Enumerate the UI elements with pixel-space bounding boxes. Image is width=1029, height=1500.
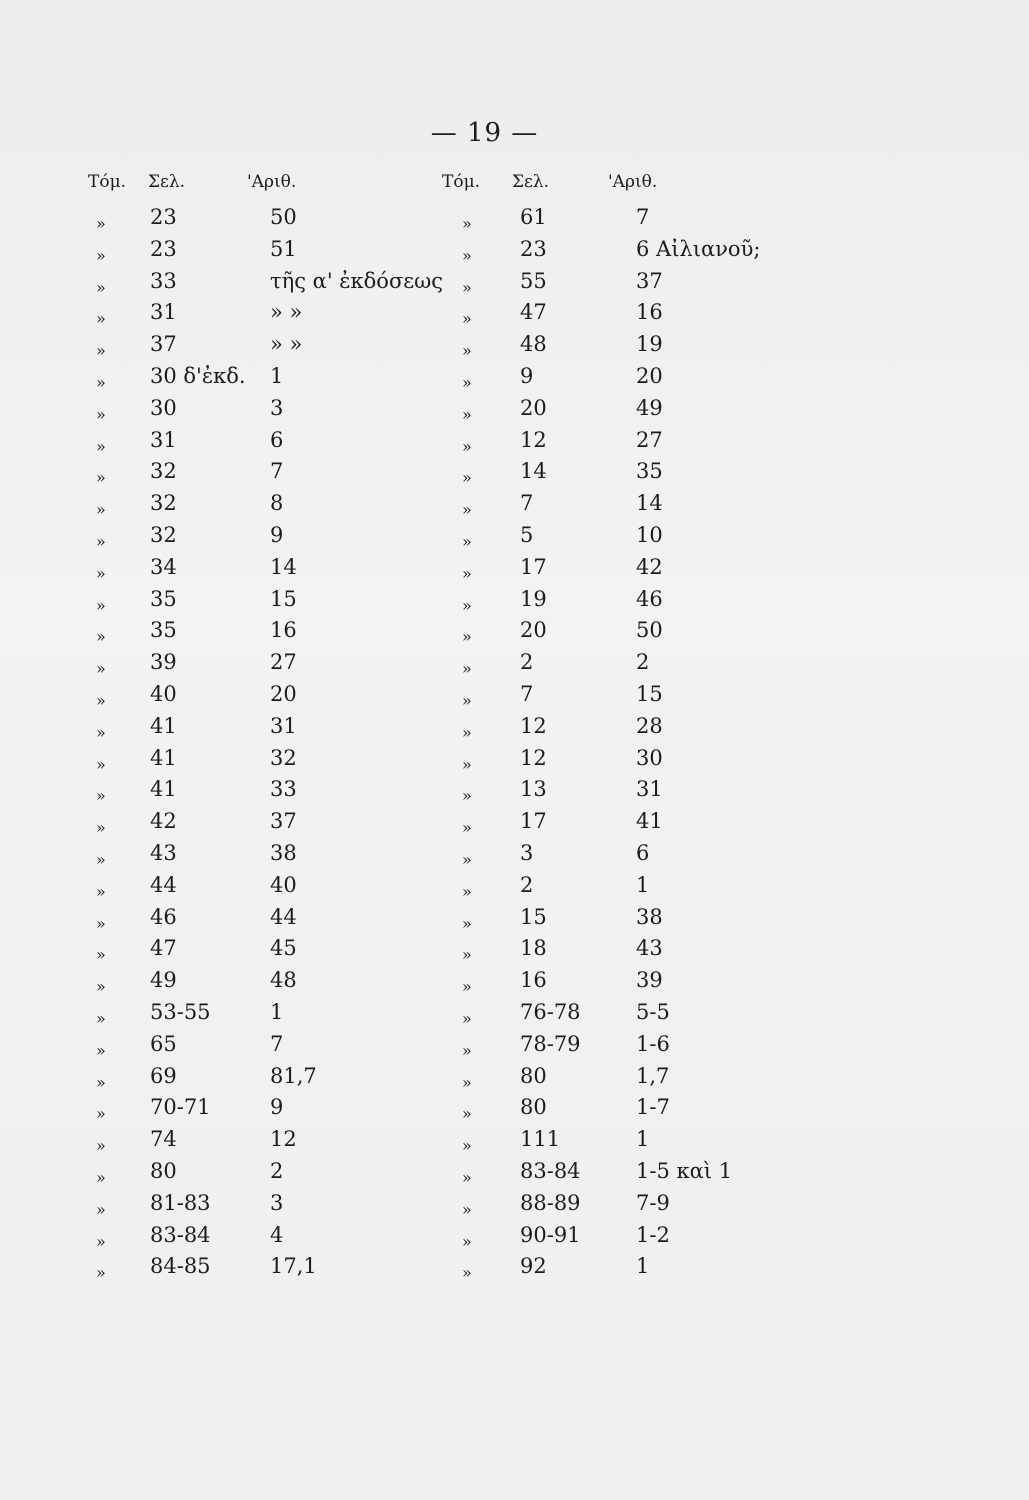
table-row — [0, 297, 480, 329]
number-cell: 48 — [270, 968, 297, 993]
table-row — [0, 456, 480, 488]
number-cell: 16 — [270, 618, 297, 643]
page-cell: 30 — [150, 395, 177, 420]
ditto-mark: » — [96, 913, 106, 933]
page-cell: 80 — [520, 1095, 547, 1120]
page-cell: 44 — [150, 872, 177, 897]
number-cell: 15 — [270, 586, 297, 611]
number-cell: » » — [270, 332, 303, 357]
number-cell: 1 — [636, 872, 650, 897]
table-row — [0, 1124, 480, 1156]
number-cell: 81,7 — [270, 1063, 317, 1088]
ditto-mark: » — [462, 881, 472, 901]
page-cell: 7 — [520, 681, 534, 706]
ditto-mark: » — [462, 659, 472, 679]
page-cell: 20 — [520, 618, 547, 643]
page-cell: 55 — [520, 268, 547, 293]
page-cell: 19 — [520, 586, 547, 611]
page-cell: 81-83 — [150, 1190, 211, 1215]
ditto-mark: » — [96, 881, 106, 901]
table-row — [440, 202, 1020, 234]
left-header-arith: 'Αριθ. — [247, 172, 297, 192]
page-cell: 41 — [150, 745, 177, 770]
table-row — [440, 425, 1020, 457]
table-row — [440, 552, 1020, 584]
page-cell: 15 — [520, 904, 547, 929]
ditto-mark: » — [96, 436, 106, 456]
table-row — [0, 393, 480, 425]
number-cell: 20 — [636, 363, 663, 388]
page-cell: 78-79 — [520, 1031, 581, 1056]
page-cell: 31 — [150, 300, 177, 325]
table-row — [440, 584, 1020, 616]
table-row — [0, 584, 480, 616]
ditto-mark: » — [462, 436, 472, 456]
page-cell: 23 — [150, 205, 177, 229]
page-cell: 90-91 — [520, 1222, 581, 1247]
ditto-mark: » — [96, 754, 106, 774]
page-cell: 43 — [150, 840, 177, 865]
page-cell: 32 — [150, 459, 177, 484]
number-cell: 7 — [270, 459, 284, 484]
right-header-arith: 'Αριθ. — [608, 172, 658, 192]
page-cell: 32 — [150, 491, 177, 516]
ditto-mark: » — [462, 277, 472, 297]
ditto-mark: » — [96, 1199, 106, 1219]
number-cell: 31 — [270, 713, 297, 738]
ditto-mark: » — [462, 404, 472, 424]
page-cell: 18 — [520, 936, 547, 961]
ditto-mark: » — [96, 341, 106, 361]
table-row — [0, 997, 480, 1029]
page-cell: 31 — [150, 427, 177, 452]
table-row — [440, 1156, 1020, 1188]
number-cell: 38 — [636, 904, 663, 929]
ditto-mark: » — [96, 659, 106, 679]
page-cell: 69 — [150, 1063, 177, 1088]
number-cell: 4 — [270, 1222, 284, 1247]
table-row — [0, 774, 480, 806]
ditto-mark: » — [462, 818, 472, 838]
page-cell: 76-78 — [520, 999, 581, 1024]
table-row — [0, 329, 480, 361]
table-row — [0, 234, 480, 266]
ditto-mark: » — [96, 1040, 106, 1060]
number-cell: 19 — [636, 332, 663, 357]
page-cell: 17 — [520, 809, 547, 834]
table-row — [0, 965, 480, 997]
ditto-mark: » — [96, 945, 106, 965]
table-row — [440, 965, 1020, 997]
page-number: — 19 — — [430, 118, 539, 148]
page-cell: 47 — [150, 936, 177, 961]
table-row — [440, 870, 1020, 902]
ditto-mark: » — [462, 945, 472, 965]
page-cell: 74 — [150, 1127, 177, 1152]
ditto-mark: » — [96, 1104, 106, 1124]
table-row — [0, 1220, 480, 1252]
table-row — [0, 743, 480, 775]
table-row — [440, 997, 1020, 1029]
number-cell: 32 — [270, 745, 297, 770]
page-cell: 111 — [520, 1127, 561, 1152]
ditto-mark: » — [462, 531, 472, 551]
ditto-mark: » — [462, 1104, 472, 1124]
page-cell: 80 — [150, 1158, 177, 1183]
page-cell: 40 — [150, 681, 177, 706]
ditto-mark: » — [96, 500, 106, 520]
table-row — [0, 933, 480, 965]
table-row — [0, 488, 480, 520]
number-cell: τῆς α' ἐκδόσεως — [270, 268, 444, 293]
page-cell: 80 — [520, 1063, 547, 1088]
ditto-mark: » — [462, 214, 472, 233]
ditto-mark: » — [96, 722, 106, 742]
table-row — [0, 425, 480, 457]
page-cell: 12 — [520, 427, 547, 452]
page-cell: 37 — [150, 332, 177, 357]
table-row — [440, 266, 1020, 298]
left-index-table — [0, 202, 480, 1283]
number-cell: 14 — [270, 554, 297, 579]
table-row — [0, 202, 480, 234]
number-cell: 1 — [270, 363, 284, 388]
ditto-mark: » — [96, 690, 106, 710]
number-cell: 1,7 — [636, 1063, 670, 1088]
table-row — [0, 1188, 480, 1220]
number-cell: 27 — [636, 427, 663, 452]
left-header-sel: Σελ. — [148, 172, 186, 192]
table-row — [440, 711, 1020, 743]
table-row — [0, 902, 480, 934]
table-row — [440, 488, 1020, 520]
number-cell: 9 — [270, 522, 284, 547]
table-row — [440, 361, 1020, 393]
page-cell: 65 — [150, 1031, 177, 1056]
page-cell: 61 — [520, 205, 547, 229]
table-row — [0, 806, 480, 838]
table-row — [440, 456, 1020, 488]
page-cell: 47 — [520, 300, 547, 325]
ditto-mark: » — [462, 1231, 472, 1251]
page-cell: 49 — [150, 968, 177, 993]
number-cell: 37 — [636, 268, 663, 293]
ditto-mark: » — [462, 786, 472, 806]
number-cell: 38 — [270, 840, 297, 865]
page-cell: 2 — [520, 872, 534, 897]
number-cell: 7-9 — [636, 1190, 670, 1215]
ditto-mark: » — [96, 1231, 106, 1251]
table-row — [440, 1061, 1020, 1093]
number-cell: 28 — [636, 713, 663, 738]
table-row — [0, 711, 480, 743]
page-cell: 41 — [150, 777, 177, 802]
table-row — [440, 933, 1020, 965]
number-cell: 46 — [636, 586, 663, 611]
table-row — [440, 806, 1020, 838]
table-row — [440, 774, 1020, 806]
table-row — [0, 552, 480, 584]
number-cell: 2 — [636, 650, 650, 675]
ditto-mark: » — [96, 563, 106, 583]
table-row — [440, 329, 1020, 361]
ditto-mark: » — [462, 500, 472, 520]
ditto-mark: » — [462, 341, 472, 361]
number-cell: 31 — [636, 777, 663, 802]
number-cell: 1-7 — [636, 1095, 670, 1120]
ditto-mark: » — [96, 245, 106, 265]
table-row — [440, 615, 1020, 647]
table-row — [440, 679, 1020, 711]
ditto-mark: » — [96, 1167, 106, 1187]
table-row — [0, 679, 480, 711]
number-cell: 14 — [636, 491, 663, 516]
page-cell: 9 — [520, 363, 534, 388]
ditto-mark: » — [462, 1167, 472, 1187]
ditto-mark: » — [96, 849, 106, 869]
table-row — [440, 1188, 1020, 1220]
page-cell: 53-55 — [150, 999, 211, 1024]
number-cell: 27 — [270, 650, 297, 675]
number-cell: 1-6 — [636, 1031, 670, 1056]
number-cell: 6 — [270, 427, 284, 452]
ditto-mark: » — [462, 563, 472, 583]
page-cell: 32 — [150, 522, 177, 547]
page-cell: 88-89 — [520, 1190, 581, 1215]
ditto-mark: » — [462, 1199, 472, 1219]
page-cell: 46 — [150, 904, 177, 929]
table-row — [0, 1092, 480, 1124]
page-cell: 48 — [520, 332, 547, 357]
ditto-mark: » — [96, 277, 106, 297]
table-row — [0, 1029, 480, 1061]
page-cell: 35 — [150, 618, 177, 643]
ditto-mark: » — [462, 1263, 472, 1283]
number-cell: 2 — [270, 1158, 284, 1183]
number-cell: 1 — [636, 1127, 650, 1152]
ditto-mark: » — [96, 786, 106, 806]
table-row — [0, 1251, 480, 1283]
page-cell: 92 — [520, 1254, 547, 1279]
page-cell: 33 — [150, 268, 177, 293]
number-cell: 35 — [636, 459, 663, 484]
page-cell: 17 — [520, 554, 547, 579]
table-row — [440, 647, 1020, 679]
page-cell: 14 — [520, 459, 547, 484]
page-cell: 13 — [520, 777, 547, 802]
number-cell: » » — [270, 300, 303, 325]
right-index-table — [440, 202, 1020, 1283]
number-cell: 1-2 — [636, 1222, 670, 1247]
number-cell: 17,1 — [270, 1254, 317, 1279]
table-row — [440, 234, 1020, 266]
table-row — [0, 266, 480, 298]
ditto-mark: » — [96, 372, 106, 392]
number-cell: 7 — [636, 205, 650, 229]
number-cell: 45 — [270, 936, 297, 961]
number-cell: 1 — [636, 1254, 650, 1279]
number-cell: 1 — [270, 999, 284, 1024]
table-row — [440, 393, 1020, 425]
table-row — [0, 647, 480, 679]
ditto-mark: » — [462, 722, 472, 742]
number-cell: 3 — [270, 1190, 284, 1215]
page-cell: 5 — [520, 522, 534, 547]
page-cell: 34 — [150, 554, 177, 579]
table-row — [440, 902, 1020, 934]
ditto-mark: » — [462, 309, 472, 329]
ditto-mark: » — [96, 595, 106, 615]
number-cell: 33 — [270, 777, 297, 802]
ditto-mark: » — [462, 1072, 472, 1092]
number-cell: 41 — [636, 809, 663, 834]
table-row — [440, 838, 1020, 870]
page-cell: 12 — [520, 745, 547, 770]
ditto-mark: » — [462, 1008, 472, 1028]
table-row — [0, 520, 480, 552]
number-cell: 49 — [636, 395, 663, 420]
number-cell: 43 — [636, 936, 663, 961]
number-cell: 6 Αἰλιανοῦ; — [636, 236, 761, 261]
number-cell: 15 — [636, 681, 663, 706]
ditto-mark: » — [96, 818, 106, 838]
ditto-mark: » — [462, 977, 472, 997]
table-row — [0, 361, 480, 393]
page-cell: 16 — [520, 968, 547, 993]
ditto-mark: » — [462, 849, 472, 869]
number-cell: 51 — [270, 236, 297, 261]
page-cell: 83-84 — [150, 1222, 211, 1247]
number-cell: 8 — [270, 491, 284, 516]
number-cell: 40 — [270, 872, 297, 897]
page-cell: 84-85 — [150, 1254, 211, 1279]
table-row — [0, 615, 480, 647]
ditto-mark: » — [462, 754, 472, 774]
page-cell: 35 — [150, 586, 177, 611]
ditto-mark: » — [462, 245, 472, 265]
table-row — [440, 743, 1020, 775]
table-row — [440, 297, 1020, 329]
number-cell: 9 — [270, 1095, 284, 1120]
page-cell: 20 — [520, 395, 547, 420]
ditto-mark: » — [462, 690, 472, 710]
ditto-mark: » — [96, 214, 106, 233]
number-cell: 39 — [636, 968, 663, 993]
ditto-mark: » — [96, 531, 106, 551]
number-cell: 20 — [270, 681, 297, 706]
number-cell: 5-5 — [636, 999, 670, 1024]
ditto-mark: » — [462, 468, 472, 488]
number-cell: 37 — [270, 809, 297, 834]
number-cell: 6 — [636, 840, 650, 865]
ditto-mark: » — [96, 1072, 106, 1092]
right-header-tom: Τόμ. — [442, 172, 481, 192]
ditto-mark: » — [96, 309, 106, 329]
table-row — [440, 1251, 1020, 1283]
page-cell: 42 — [150, 809, 177, 834]
page-cell: 70-71 — [150, 1095, 211, 1120]
page-cell: 39 — [150, 650, 177, 675]
table-row — [0, 838, 480, 870]
right-header-sel: Σελ. — [512, 172, 550, 192]
number-cell: 10 — [636, 522, 663, 547]
page-cell: 7 — [520, 491, 534, 516]
number-cell: 12 — [270, 1127, 297, 1152]
page-cell: 41 — [150, 713, 177, 738]
page-cell: 12 — [520, 713, 547, 738]
ditto-mark: » — [96, 627, 106, 647]
number-cell: 3 — [270, 395, 284, 420]
left-header-tom: Τόμ. — [88, 172, 127, 192]
page-cell: 23 — [520, 236, 547, 261]
ditto-mark: » — [96, 1263, 106, 1283]
table-row — [0, 1061, 480, 1093]
number-cell: 50 — [270, 205, 297, 229]
table-row — [0, 870, 480, 902]
page-cell: 3 — [520, 840, 534, 865]
table-row — [440, 1029, 1020, 1061]
page-cell: 83-84 — [520, 1158, 581, 1183]
ditto-mark: » — [462, 1040, 472, 1060]
number-cell: 42 — [636, 554, 663, 579]
ditto-mark: » — [96, 1136, 106, 1156]
table-row — [0, 1156, 480, 1188]
table-row — [440, 1220, 1020, 1252]
ditto-mark: » — [96, 977, 106, 997]
ditto-mark: » — [462, 627, 472, 647]
ditto-mark: » — [462, 1136, 472, 1156]
number-cell: 7 — [270, 1031, 284, 1056]
number-cell: 44 — [270, 904, 297, 929]
number-cell: 16 — [636, 300, 663, 325]
page-cell: 2 — [520, 650, 534, 675]
page-cell: 23 — [150, 236, 177, 261]
table-row — [440, 520, 1020, 552]
number-cell: 1-5 καὶ 1 — [636, 1158, 733, 1183]
ditto-mark: » — [462, 372, 472, 392]
number-cell: 30 — [636, 745, 663, 770]
ditto-mark: » — [462, 595, 472, 615]
page-cell: 30 δ'ἐκδ. — [150, 363, 246, 388]
ditto-mark: » — [96, 404, 106, 424]
ditto-mark: » — [96, 1008, 106, 1028]
table-row — [440, 1124, 1020, 1156]
ditto-mark: » — [462, 913, 472, 933]
table-row — [440, 1092, 1020, 1124]
ditto-mark: » — [96, 468, 106, 488]
number-cell: 50 — [636, 618, 663, 643]
